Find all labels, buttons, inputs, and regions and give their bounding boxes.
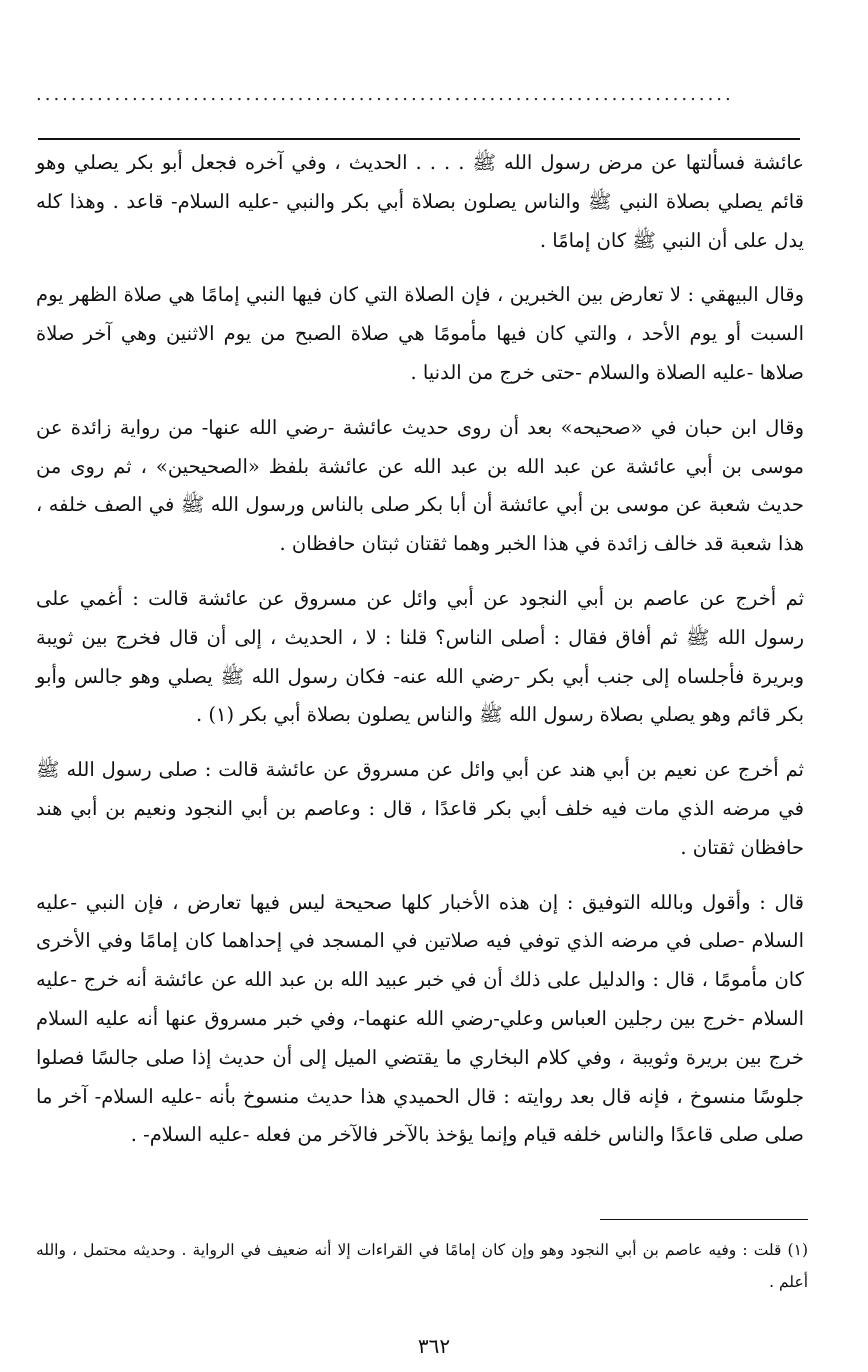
main-text [36, 144, 804, 1171]
header-dotted-line: ................................................................................ [36, 84, 734, 102]
paragraph: عائشة فسألتها عن مرض رسول الله ﷺ . . . . الحديث ، وفي آخره فجعل أبو بكر يصلي وهو قائم يصلي بصلاة النبي ﷺ والناس يصلون بصلاة أبي بكر والنبي -عليه السلام- قاعد . وهذا كله يدل على أن النبي ﷺ كان إمامًا . [36, 151, 804, 252]
page-number: ٣٦٢ [417, 1334, 451, 1358]
footnote-text: (١) قلت : وفيه عاصم بن أبي النجود وهو وإن كان إمامًا في القراءات إلا أنه ضعيف في الرواية . وحديثه محتمل ، والله أعلم . [36, 1241, 808, 1291]
paragraph: وقال البيهقي : لا تعارض بين الخبرين ، فإن الصلاة التي كان فيها النبي إمامًا هي صلاة الظهر يوم السبت أو يوم الأحد ، والتي كان فيها مأمومًا هي صلاة الصبح من يوم الاثنين وهي آخر صلاة صلاها -عليه الصلاة والسلام -حتى خرج من الدنيا . [36, 283, 804, 384]
footnote [36, 1234, 808, 1298]
paragraph: وقال ابن حبان في «صحيحه» بعد أن روى حديث عائشة -رضي الله عنها- من رواية زائدة عن موسى بن أبي عائشة عن عبد الله بن عبد الله عن عائشة بلفظ «الصحيحين» ، ثم روى من حديث شعبة عن موسى بن أبي عائشة أن أبا بكر صلى بالناس ورسول الله ﷺ في الصف خلفه ، هذا شعبة قد خالف زائدة في هذا الخبر وهما ثقتان ثبتان حافظان . [36, 415, 804, 556]
paragraph: قال : وأقول وبالله التوفيق : إن هذه الأخبار كلها صحيحة ليس فيها تعارض ، فإن النبي -عليه السلام -صلى في مرضه الذي توفي فيه صلاتين في المسجد في إحداهما كان إمامًا وفي الأخرى كان مأمومًا ، قال : والدليل على ذلك أن في خبر عبيد الله بن عبد الله عن عائشة أنه خرج -عليه السلام -خرج بين رجلين العباس وعلي-رضي الله عنهما-، وفي خبر مسروق عنها أنه عليه السلام خرج بين بريرة وثويبة ، وفي كلام البخاري ما يقتضي الميل إلى أن حديث إذا صلى جالسًا فصلوا جلوسًا منسوخ ، فإنه قال بعد روايته : قال الحميدي هذا حديث منسوخ بأنه -عليه السلام- آخر ما صلى صلى قاعدًا والناس خلفه قيام وإنما يؤخذ بالآخر فالآخر من فعله -عليه السلام- . [36, 890, 804, 1147]
header-rule [38, 138, 800, 140]
paragraph: ثم أخرج عن نعيم بن أبي هند عن أبي وائل عن مسروق عن عائشة قالت : صلى رسول الله ﷺ في مرضه الذي مات فيه خلف أبي بكر قاعدًا ، قال : وعاصم بن أبي النجود ونعيم بن أبي هند حافظان ثقتان . [36, 758, 804, 859]
paragraph: ثم أخرج عن عاصم بن أبي النجود عن أبي وائل عن مسروق عن عائشة قالت : أغمي على رسول الله ﷺ ثم أفاق فقال : أصلى الناس؟ قلنا : لا ، الحديث ، إلى أن قال فخرج بين ثويبة وبريرة فأجلساه إلى جنب أبي بكر -رضي الله عنه- فكان رسول الله ﷺ يصلي وهو جالس وأبو بكر قائم وهو يصلي بصلاة رسول الله ﷺ والناس يصلون بصلاة أبي بكر (١) . [36, 586, 804, 727]
footnote-rule [600, 1219, 808, 1220]
